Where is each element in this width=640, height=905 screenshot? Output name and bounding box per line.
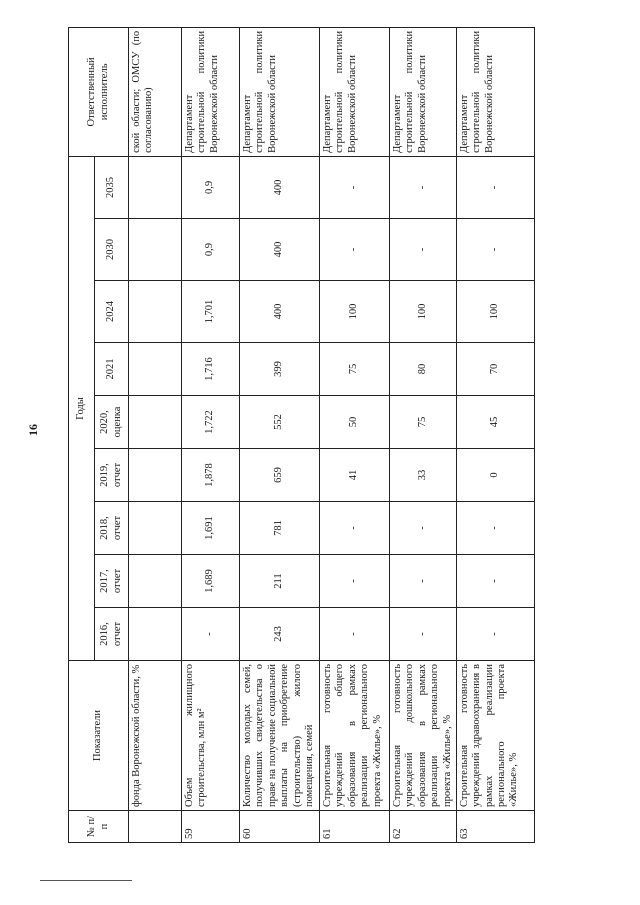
row-value: 1,691: [182, 502, 240, 555]
row-value: -: [390, 608, 457, 661]
row-value: 75: [390, 396, 457, 449]
header-year: 2017, отчет: [95, 555, 129, 608]
row-value: [129, 502, 182, 555]
table-row: [182, 27, 240, 842]
row-responsible: Департамент строительной политики Воронежской области: [456, 27, 534, 156]
row-value: [129, 156, 182, 218]
row-responsible: Департамент строительной политики Воронежской области: [240, 27, 320, 156]
row-value: 400: [240, 156, 320, 218]
row-value: 400: [240, 281, 320, 343]
row-value: 100: [390, 281, 457, 343]
row-value: 33: [390, 449, 457, 502]
row-value: -: [456, 156, 534, 218]
row-value: 100: [320, 281, 390, 343]
header-year: 2030: [95, 219, 129, 281]
header-year: 2024: [95, 281, 129, 343]
row-value: -: [456, 608, 534, 661]
row-value: -: [320, 156, 390, 218]
row-value: 41: [320, 449, 390, 502]
row-num: 59: [182, 811, 240, 843]
header-num: № п/п: [69, 811, 129, 843]
row-value: 70: [456, 343, 534, 396]
row-value: -: [320, 608, 390, 661]
row-value: -: [390, 555, 457, 608]
row-value: [129, 219, 182, 281]
table-row: [390, 27, 457, 842]
row-value: [129, 343, 182, 396]
row-num: 63: [456, 811, 534, 843]
header-year: 2018, отчет: [95, 502, 129, 555]
row-value: 211: [240, 555, 320, 608]
row-value: 1,722: [182, 396, 240, 449]
row-num: 60: [240, 811, 320, 843]
row-value: 1,716: [182, 343, 240, 396]
row-value: -: [320, 219, 390, 281]
row-responsible: Департамент строительной политики Воронежской области: [320, 27, 390, 156]
header-year: 2016, отчет: [95, 608, 129, 661]
row-value: -: [390, 219, 457, 281]
row-indicator: Строительная готовность учреждений дошкольного образования в рамках реализации регионального проекта «Жилье», %: [390, 661, 457, 811]
row-responsible: ской области; ОМСУ (по согласованию): [129, 27, 182, 156]
row-value: 75: [320, 343, 390, 396]
row-value: 1,701: [182, 281, 240, 343]
row-num: 61: [320, 811, 390, 843]
header-years-group: Годы: [69, 156, 95, 660]
row-value: -: [182, 608, 240, 661]
row-value: 50: [320, 396, 390, 449]
row-value: 781: [240, 502, 320, 555]
row-value: -: [320, 555, 390, 608]
row-indicator: Количество молодых семей, получивших свидетельства о праве на получение социальной выплаты на приобретение (строительство) жилого помещения, семей: [240, 661, 320, 811]
row-value: 399: [240, 343, 320, 396]
row-value: 400: [240, 219, 320, 281]
header-responsible: Ответственный исполнитель: [69, 27, 129, 156]
row-value: -: [390, 156, 457, 218]
header-row-top: [69, 27, 95, 842]
row-value: 100: [456, 281, 534, 343]
row-value: [129, 555, 182, 608]
table-row: [320, 27, 390, 842]
row-value: -: [456, 502, 534, 555]
table-row: [456, 27, 534, 842]
row-value: [129, 396, 182, 449]
row-value: 0,9: [182, 219, 240, 281]
table-row: [240, 27, 320, 842]
row-value: 0: [456, 449, 534, 502]
row-indicator: Строительная готовность учреждений здравоохранения в рамках реализации регионального проекта «Жилье», %: [456, 661, 534, 811]
row-value: [129, 608, 182, 661]
row-value: [129, 449, 182, 502]
row-value: -: [390, 502, 457, 555]
row-value: 1,878: [182, 449, 240, 502]
table-row: [129, 27, 182, 842]
row-value: 45: [456, 396, 534, 449]
row-value: 243: [240, 608, 320, 661]
row-responsible: Департамент строительной политики Воронежской области: [182, 27, 240, 156]
row-indicator: фонда Воронежской области, %: [129, 661, 182, 811]
header-year: 2019, отчет: [95, 449, 129, 502]
header-year: 2035: [95, 156, 129, 218]
rotated-table-container: [68, 28, 533, 843]
row-value: -: [320, 502, 390, 555]
row-value: 552: [240, 396, 320, 449]
header-year: 2021: [95, 343, 129, 396]
page-number: 16: [26, 424, 40, 436]
row-indicator: Объем жилищного строительства, млн м²: [182, 661, 240, 811]
row-value: 80: [390, 343, 457, 396]
header-year: 2020, оценка: [95, 396, 129, 449]
row-num: [129, 811, 182, 843]
row-value: [129, 281, 182, 343]
row-num: 62: [390, 811, 457, 843]
row-indicator: Строительная готовность учреждений общего образования в рамках реализации регионального проекта «Жилье», %: [320, 661, 390, 811]
row-value: -: [456, 555, 534, 608]
row-value: 659: [240, 449, 320, 502]
footnote-separator: [40, 880, 132, 881]
row-responsible: Департамент строительной политики Воронежской области: [390, 27, 457, 156]
row-value: -: [456, 219, 534, 281]
row-value: 0,9: [182, 156, 240, 218]
row-value: 1,689: [182, 555, 240, 608]
indicators-table: [68, 27, 535, 843]
header-indicators: Показатели: [69, 661, 129, 811]
